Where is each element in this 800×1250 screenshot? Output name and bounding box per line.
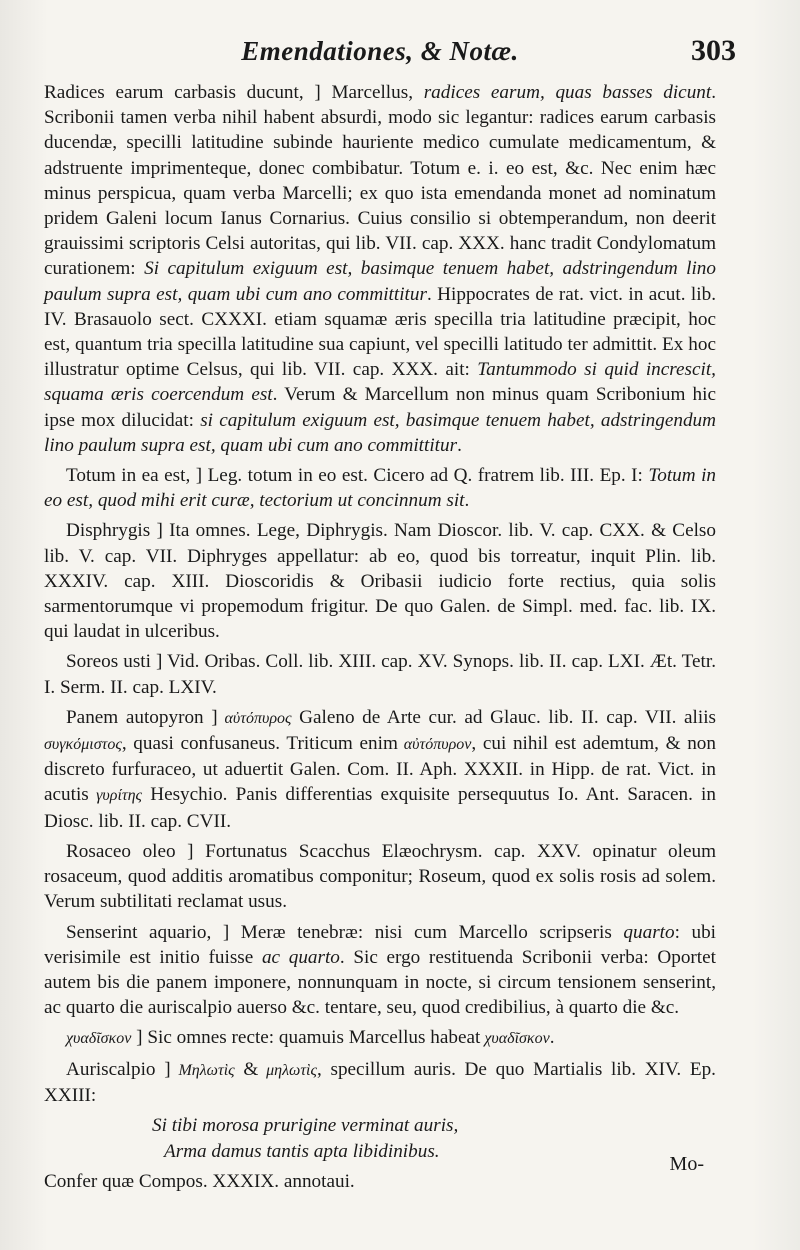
note-text: & xyxy=(234,1058,259,1080)
confer-line: Confer quæ Compos. XXXIX. annotaui. xyxy=(44,1170,355,1192)
note-italic: Tantummodo si quid increscit, squama æris coercendum est xyxy=(44,359,716,406)
note-text: . xyxy=(464,490,470,512)
note-disphrygis xyxy=(44,518,716,644)
note-text: . xyxy=(457,434,462,456)
page-header xyxy=(44,34,736,76)
greek-word: μηλωτὶς xyxy=(258,1061,317,1079)
note-text: Radices earum carbasis ducunt, ] Marcellus, xyxy=(44,82,413,103)
note-italic: Si capitulum exiguum est, basimque tenuem habet, adstringendum lino paulum supra est, quam ubi cum ano committitur xyxy=(44,258,716,305)
martial-verse xyxy=(152,1113,716,1165)
page-number: 303 xyxy=(691,34,736,67)
greek-word: συγκόμιστος xyxy=(44,736,122,754)
greek-word: Μηλωτὶς xyxy=(170,1061,235,1079)
note-italic: quarto xyxy=(611,921,675,943)
running-head: Emendationes, & Notæ. xyxy=(241,36,519,66)
note-text: Senserint aquario, ] Meræ tenebræ: nisi cum Marcello scripseris xyxy=(66,921,612,943)
note-text: . Scribonii tamen verba nihil habent absurdi, modo sic legantur: radices earum carbasis ducendæ, specilli latitudine subinde hauriente medico cumulate medicamentum, & adstruente imprimenteque, donec combibatur. Totum e. i. eo est, &c. Nec enim hæc minus perspicua, quam verba Marcelli; ex quo ista emendanda monet ad nominatum pridem Galeni locum Ianus Cornarius. Cuius consilio si obtemperandum, non deerit grauissimi scriptoris Celsi autoritas, qui lib. VII. cap. XXX. hanc tradit Condylomatum curationem: xyxy=(44,82,717,280)
greek-word: αὐτόπυρον xyxy=(397,736,472,754)
note-italic: si capitulum exiguum est, basimque tenuem habet, adstringendum lino paulum supra est, quam ubi cum ano committitur xyxy=(44,409,716,456)
note-rosaceo xyxy=(44,839,716,915)
note-text: Auriscalpio ] xyxy=(66,1058,171,1080)
note-text: : ubi verisimile est initio fuisse xyxy=(44,921,716,968)
greek-word: χυαδῖσκον xyxy=(480,1030,550,1048)
note-radices xyxy=(44,80,716,458)
verse-line: Si tibi morosa prurigine verminat auris, xyxy=(152,1114,459,1136)
verse-line: Arma damus tantis apta libidinibus. xyxy=(164,1140,440,1162)
note-text: . Sic ergo restituenda Scribonii verba: Oportet autem bis die panem imponere, nonnunquam in nocte, si circum tensionem senserint, ac quarto die auriscalpio auerso &c. tentare, seu, quod credibilius, à quarto die &c. xyxy=(44,946,716,1019)
note-italic: radices earum, quas basses dicunt xyxy=(413,82,712,103)
note-text: , quasi confusaneus. Triticum enim xyxy=(121,733,398,755)
note-text: Rosaceo oleo ] Fortunatus Scacchus Elæochrysm. cap. XXV. opinatur oleum rosaceum, quod additis aromatibus componitur; Roseum, quod ex solis rosis ad solem. Verum subtilitati reclamat usus. xyxy=(44,840,716,913)
note-text: Galeno de Arte cur. ad Glauc. lib. II. cap. VII. aliis xyxy=(291,706,716,728)
note-totum xyxy=(44,463,716,513)
note-text: , specillum auris. De quo Martialis lib. XIV. Ep. XXIII: xyxy=(44,1058,716,1106)
note-text: Soreos usti ] Vid. Oribas. Coll. lib. XIII. cap. XV. Synops. lib. II. cap. LXI. Æt. Tetr. I. Serm. II. cap. LXIV. xyxy=(44,651,716,698)
note-text: . Hippocrates de rat. vict. in acut. lib. IV. Brasauolo sect. CXXXI. etiam squamæ æris specilla tria latitudine præcipit, hoc est, quantum tria specilla latitudine sua capiunt, vel specilli latitudo ter admittit. Ex hoc illustratur optime Celsus, qui lib. VII. cap. XXX. ait: xyxy=(44,283,716,381)
note-text: . Verum & Marcellum non minus quam Scribonium hic ipse mox dilucidat: xyxy=(44,384,716,431)
note-chydaeos xyxy=(44,1025,716,1051)
note-panem xyxy=(44,705,716,834)
note-text: , cui nihil est ademtum, & non discreto furfuraceo, ut aduertit Galen. Com. II. Aph. XXXII. in Hipp. de rat. Vict. in acutis xyxy=(44,733,716,806)
note-soreos xyxy=(44,649,716,699)
greek-word: γυρίτης xyxy=(88,787,143,805)
note-text: Totum in ea est, ] Leg. totum in eo est. Cicero ad Q. fratrem lib. III. Ep. I: xyxy=(66,465,643,487)
greek-word: χυαδῖσκον xyxy=(66,1030,132,1048)
catchword: Mo- xyxy=(669,1153,704,1175)
body-text xyxy=(44,80,716,1194)
note-senserint xyxy=(44,920,716,1021)
note-text: . xyxy=(549,1027,555,1049)
note-auriscalpio xyxy=(44,1057,716,1108)
note-text: Panem autopyron ] xyxy=(66,706,218,728)
note-text: Hesychio. Panis differentias exquisite persequutus Io. Ant. Saracen. in Diosc. lib. II. cap. CVII. xyxy=(44,784,716,832)
note-text: ] Sic omnes recte: quamuis Marcellus habeat xyxy=(131,1027,481,1049)
note-italic: ac quarto xyxy=(253,946,340,968)
note-italic: Totum in eo est, quod mihi erit curæ, tectorium ut concinnum sit xyxy=(44,465,716,512)
greek-word: αὐτόπυρος xyxy=(217,709,292,727)
note-text: Disphrygis ] Ita omnes. Lege, Diphrygis. Nam Dioscor. lib. V. cap. CXX. & Celso lib. V. cap. VII. Diphryges appellatur: ab eo, quod bis torreatur, inquit Plin. lib. XXXIV. cap. XIII. Dioscoridis & Oribasii iudicio forte rectius, quia solis sarmentorumque vi propemodum frigitur. De quo Galen. de Simpl. med. fac. lib. IX. qui laudat in ulceribus. xyxy=(44,520,716,643)
